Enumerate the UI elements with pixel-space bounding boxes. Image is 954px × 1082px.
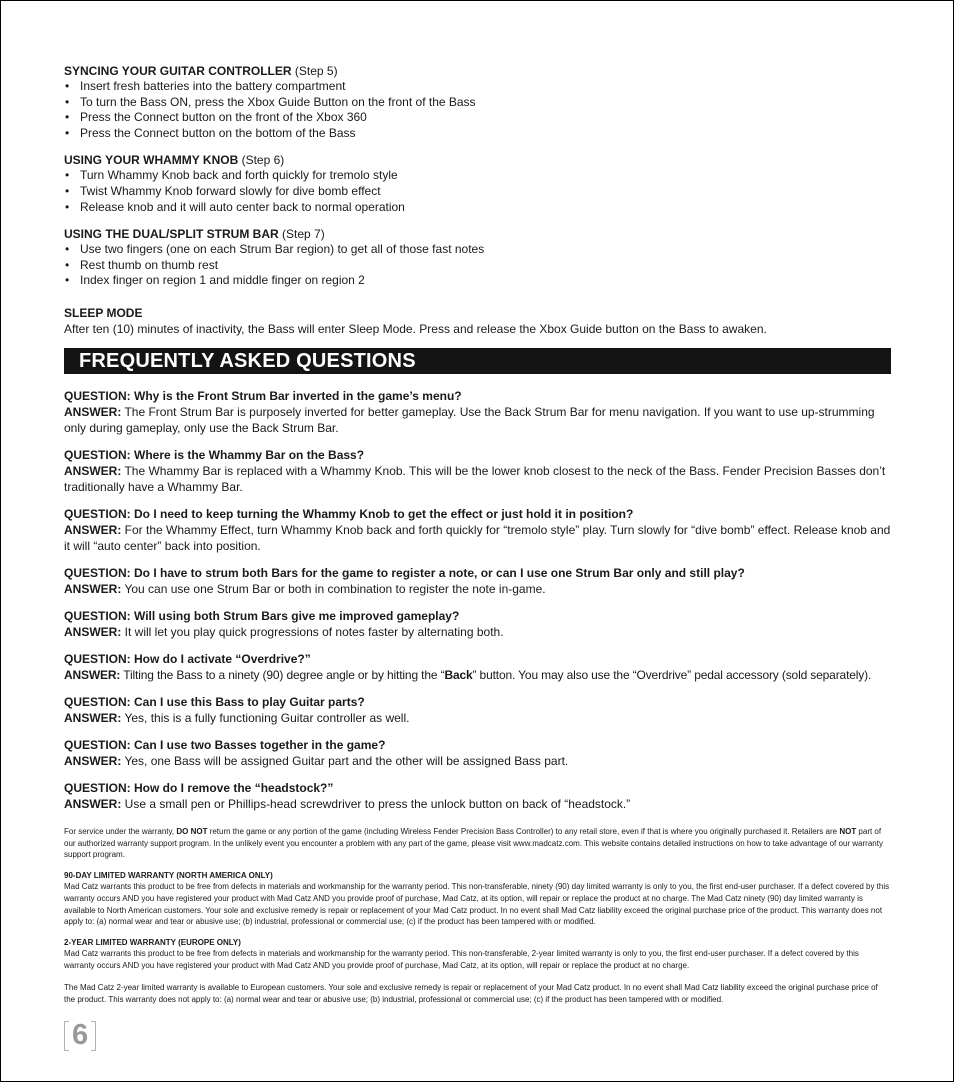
warranty-title: 2-YEAR LIMITED WARRANTY (EUROPE ONLY): [64, 937, 241, 947]
faq-item: [64, 506, 891, 554]
faq-heading: FREQUENTLY ASKED QUESTIONS: [64, 348, 891, 374]
faq-answer: [64, 796, 891, 812]
list-item: • Release knob and it will auto center back to normal operation: [64, 200, 891, 216]
section-heading: USING YOUR WHAMMY KNOB: [64, 153, 239, 168]
notice-text: part of our authorized warranty support program. In the unlikely event you encounter a problem with any part of the game, please visit www.madcatz.com. This website contains detailed instructions on how to take advantage of our warranty support program.: [64, 826, 883, 860]
answer-label: ANSWER:: [64, 404, 122, 419]
answer-text: Tilting the Bass to a ninety (90) degree angle or by hitting the “: [123, 667, 445, 682]
faq-question: QUESTION: Do I need to keep turning the Whammy Knob to get the effect or just hold it in position?: [64, 506, 634, 521]
answer-label: ANSWER:: [64, 581, 122, 596]
strum-list: [64, 242, 891, 289]
list-item: • Insert fresh batteries into the battery compartment: [64, 79, 891, 95]
answer-text: The Whammy Bar is replaced with a Whammy Knob. This will be the lower knob closest to the neck of the Bass. Fender Precision Basses don’t traditionally have a Whammy Bar.: [64, 463, 886, 494]
section-step: (Step 5): [294, 64, 338, 78]
warranty-title: 90-DAY LIMITED WARRANTY (NORTH AMERICA ONLY): [64, 870, 273, 880]
strum-title: [64, 226, 891, 242]
left-bracket: [64, 1021, 69, 1051]
answer-label: ANSWER:: [64, 753, 122, 768]
faq-question: QUESTION: How do I activate “Overdrive?”: [64, 651, 311, 666]
list-item: • Twist Whammy Knob forward slowly for dive bomb effect: [64, 184, 891, 200]
faq-question: QUESTION: Will using both Strum Bars give me improved gameplay?: [64, 608, 460, 623]
faq-answer: [64, 710, 891, 726]
page-number-value: 6: [72, 1019, 89, 1051]
strum-section: [64, 226, 891, 289]
warranty-europe: [64, 937, 891, 1006]
faq-question: QUESTION: Can I use this Bass to play Guitar parts?: [64, 694, 365, 709]
list-item: • Use two fingers (one on each Strum Bar region) to get all of those fast notes: [64, 242, 891, 258]
list-item: • To turn the Bass ON, press the Xbox Guide Button on the front of the Bass: [64, 95, 891, 111]
answer-text: You can use one Strum Bar or both in combination to register the note in-game.: [124, 581, 546, 596]
faq-item: [64, 651, 891, 683]
list-item: • Turn Whammy Knob back and forth quickly for tremolo style: [64, 168, 891, 184]
whammy-title: [64, 152, 891, 168]
notice-emphasis: DO NOT: [176, 826, 208, 836]
warranty-text: Mad Catz warrants this product to be free from defects in materials and workmanship for the warranty period. This non-transferable, ninety (90) day limited warranty is only to you, the first end-user purchaser. If a defect covered by this warranty occurs AND you have registered your product with Mad Catz AND you provide proof of purchase, Mad Catz, at its option, will repair or replace the product at no charge. The Mad Catz ninety (90) day limited warranty is available to North American customers. Your sole and exclusive remedy is repair or replacement of your Mad Catz product. In no event shall Mad Catz liability exceed the original purchase price of the product. This warranty does not apply to: (a) normal wear and tear or abusive use; (b) industrial, professional or commercial use; (c) if the product has been tampered with or modified.: [64, 882, 890, 927]
answer-text: For the Whammy Effect, turn Whammy Knob back and forth quickly for “tremolo style” play. Turn slowly for “dive bomb” effect. Release knob and it will “auto center” back into position.: [64, 522, 891, 553]
list-item: • Rest thumb on thumb rest: [64, 258, 891, 274]
faq-answer: [64, 753, 891, 769]
sleep-title: [64, 305, 891, 321]
answer-text: Yes, this is a fully functioning Guitar controller as well.: [124, 710, 410, 725]
answer-label: ANSWER:: [64, 710, 122, 725]
faq-question: QUESTION: Why is the Front Strum Bar inverted in the game’s menu?: [64, 388, 462, 403]
notice-text: return the game or any portion of the game (including Wireless Fender Precision Bass Controller) to any retail store, even if that is where you originally purchased it. Retailers are: [207, 826, 840, 836]
answer-label: ANSWER:: [64, 522, 122, 537]
list-item: • Press the Connect button on the bottom of the Bass: [64, 126, 891, 142]
faq-answer: [64, 404, 891, 436]
section-step: (Step 6): [241, 153, 285, 168]
faq-item: [64, 447, 891, 495]
faq-item: [64, 388, 891, 436]
answer-label: ANSWER:: [64, 667, 121, 682]
faq-question: QUESTION: How do I remove the “headstock?”: [64, 780, 334, 795]
back-button-label: Back: [444, 667, 473, 682]
faq-list: [64, 388, 891, 812]
answer-text: The Front Strum Bar is purposely inverted for better gameplay. Use the Back Strum Bar for menu navigation. If you want to use up-strumming only during gameplay, only use the Back Strum Bar.: [64, 404, 875, 435]
answer-label: ANSWER:: [64, 624, 122, 639]
notice-emphasis: NOT: [839, 826, 857, 836]
sleep-text: After ten (10) minutes of inactivity, the Bass will enter Sleep Mode. Press and release the Xbox Guide button on the Bass to awaken.: [64, 321, 767, 336]
page-content: [64, 63, 891, 1006]
section-heading: USING THE DUAL/SPLIT STRUM BAR: [64, 227, 279, 242]
faq-item: [64, 694, 891, 726]
right-bracket: [91, 1021, 96, 1051]
whammy-list: [64, 168, 891, 215]
list-item: • Press the Connect button on the front of the Xbox 360: [64, 110, 891, 126]
faq-answer: [64, 463, 891, 495]
warranty-text: Mad Catz warrants this product to be free from defects in materials and workmanship for the warranty period. This non-transferable, 2-year limited warranty is only to you, the first end-user purchaser. If a defect covered by this warranty occurs AND you have registered your product with Mad Catz AND you provide proof of purchase, Mad Catz, at its option, will repair or replace the product at no charge.: [64, 949, 859, 970]
section-heading: SYNCING YOUR GUITAR CONTROLLER: [64, 64, 292, 78]
faq-question: QUESTION: Where is the Whammy Bar on the Bass?: [64, 447, 365, 462]
syncing-list: [64, 79, 891, 141]
service-notice: [64, 826, 891, 861]
answer-label: ANSWER:: [64, 796, 122, 811]
warranty-text: The Mad Catz 2-year limited warranty is available to European customers. Your sole and exclusive remedy is repair or replacement of your Mad Catz product. In no event shall Mad Catz liability exceed the original purchase price of the product. This warranty does not apply to: (a) normal wear and tear or abusive use; (b) industrial, professional or commercial use; (c) if the product has been tampered with or modified.: [64, 983, 878, 1005]
faq-question: QUESTION: Can I use two Basses together in the game?: [64, 737, 386, 752]
faq-item: [64, 780, 891, 812]
faq-answer: [64, 667, 891, 683]
section-step: (Step 7): [282, 227, 325, 242]
syncing-title: [64, 63, 891, 79]
faq-answer: [64, 522, 891, 554]
page-number: [64, 1020, 96, 1051]
faq-item: [64, 608, 891, 640]
answer-text: Yes, one Bass will be assigned Guitar part and the other will be assigned Bass part.: [124, 753, 569, 768]
faq-item: [64, 565, 891, 597]
faq-answer: [64, 624, 891, 640]
warranty-north-america: [64, 870, 891, 928]
list-item: • Index finger on region 1 and middle finger on region 2: [64, 273, 891, 289]
answer-text: Use a small pen or Phillips-head screwdriver to press the unlock button on back of “headstock.”: [124, 796, 631, 811]
syncing-section: [64, 63, 891, 141]
answer-text: ” button. You may also use the “Overdrive” pedal accessory (sold separately).: [472, 667, 872, 682]
section-heading: SLEEP MODE: [64, 305, 143, 320]
answer-text: It will let you play quick progressions of notes faster by alternating both.: [124, 624, 504, 639]
notice-text: For service under the warranty,: [64, 826, 177, 836]
faq-question: QUESTION: Do I have to strum both Bars for the game to register a note, or can I use one Strum Bar only and still play?: [64, 565, 745, 580]
whammy-section: [64, 152, 891, 215]
sleep-section: [64, 305, 891, 337]
faq-answer: [64, 581, 891, 597]
faq-item: [64, 737, 891, 769]
answer-label: ANSWER:: [64, 463, 122, 478]
